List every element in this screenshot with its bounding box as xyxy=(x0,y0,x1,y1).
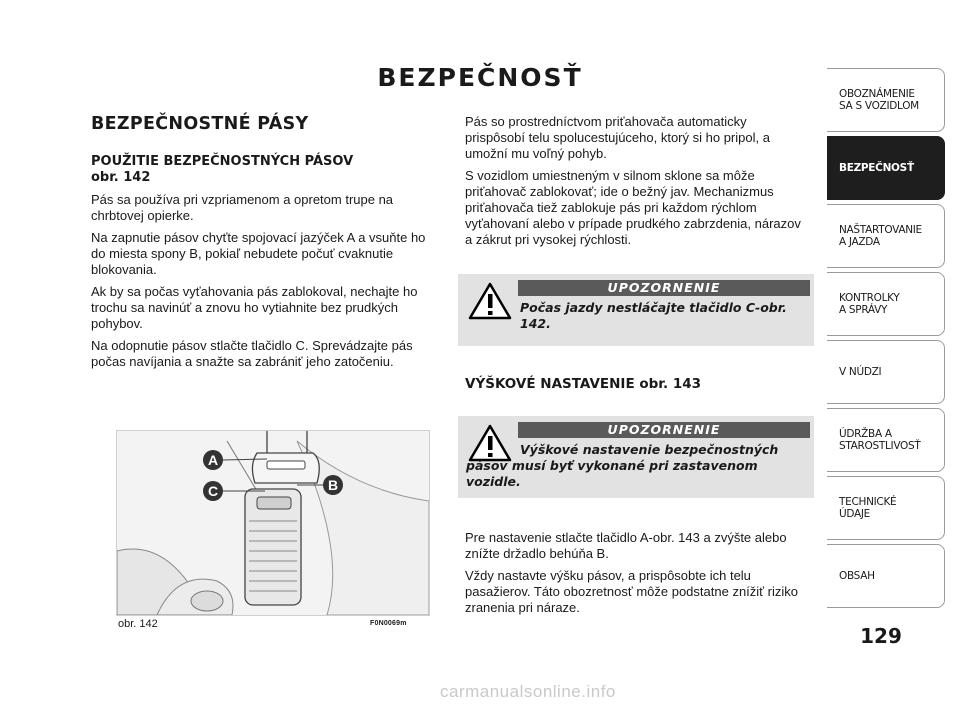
label-c-text: C xyxy=(207,483,219,499)
tab-obsah[interactable] xyxy=(827,544,945,608)
subtitle-height-adjustment: VÝŠKOVÉ NASTAVENIE obr. 143 xyxy=(465,376,702,392)
figure-caption: obr. 142 xyxy=(118,618,158,630)
warning-header: UPOZORNENIE xyxy=(518,422,810,438)
watermark: carmanualsonline.info xyxy=(440,682,616,701)
subtitle-line-2: obr. 142 xyxy=(91,170,151,185)
tongue-plate xyxy=(252,431,319,483)
paragraph: S vozidlom umiestneným v silnom sklone sa môže priťahovač zablokovať; ide o bežný jav. Mechanizmus priťahovača tiež zablokuje pás pri každom rýchlom vyťahovaní alebo v prípade prudkého zabrzdenia, nárazov a zákrut pri vysokej rýchlosti. xyxy=(465,168,801,247)
tab-label: BEZPEČNOSŤ xyxy=(839,162,914,174)
right-column-top xyxy=(465,114,810,254)
section-title-seatbelts: BEZPEČNOSTNÉ PÁSY xyxy=(91,114,309,134)
tab-label: NAŠTARTOVANIE A JAZDA xyxy=(839,224,922,248)
subtitle-line-1: POUŽITIE BEZPEČNOSTNÝCH PÁSOV xyxy=(91,154,354,169)
label-a xyxy=(203,450,223,470)
tab-label: KONTROLKY A SPRÁVY xyxy=(839,292,900,316)
tab-oboznamenie[interactable] xyxy=(827,68,945,132)
tab-technicke-udaje[interactable] xyxy=(827,476,945,540)
seatbelt-buckle-illustration xyxy=(117,431,429,615)
tab-bezpecnost[interactable] xyxy=(827,136,945,200)
warning-box-1 xyxy=(458,274,814,346)
paragraph: Pás so prostredníctvom priťahovača automaticky prispôsobí telu spolucestujúceho, ktorý si ho pripol, a umožní mu voľný pohyb. xyxy=(465,114,770,161)
paragraph: Pre nastavenie stlačte tlačidlo A-obr. 143 a zvýšte alebo znížte držadlo behúňa B. xyxy=(465,530,787,561)
warning-box-2 xyxy=(458,416,814,498)
tab-label: TECHNICKÉ ÚDAJE xyxy=(839,496,897,520)
warning-text: Výškové nastavenie bezpečnostných pásov musí byť vykonané pri zastavenom vozidle. xyxy=(466,442,779,489)
tab-v-nudzi[interactable] xyxy=(827,340,945,404)
paragraph: Na odopnutie pásov stlačte tlačidlo C. Sprevádzajte pás počas navíjania a snažte sa zabrániť jeho zatočeniu. xyxy=(91,338,413,369)
figure-code: F0N0069m xyxy=(370,620,407,627)
tab-label: V NÚDZI xyxy=(839,366,882,378)
right-column-bottom xyxy=(465,530,810,622)
warning-header: UPOZORNENIE xyxy=(518,280,810,296)
label-c xyxy=(203,481,223,501)
label-b xyxy=(323,475,343,495)
figure-seatbelt-buckle xyxy=(116,430,430,616)
warning-text: Počas jazdy nestláčajte tlačidlo C-obr. 142. xyxy=(520,300,787,331)
tab-label: ÚDRŽBA A STAROSTLIVOSŤ xyxy=(839,428,921,452)
tab-label: OBSAH xyxy=(839,570,875,582)
tab-label: OBOZNÁMENIE SA S VOZIDLOM xyxy=(839,88,919,112)
paragraph: Na zapnutie pásov chyťte spojovací jazýček A a vsuňte ho do miesta spony B, pokiaľ nebudete počuť cvaknutie blokovania. xyxy=(91,230,426,277)
label-b-text: B xyxy=(327,477,339,493)
page-number: 129 xyxy=(860,624,902,648)
page-heading: BEZPEČNOSŤ xyxy=(377,63,583,92)
buckle-body xyxy=(245,489,301,605)
left-column xyxy=(91,114,441,376)
label-a-text: A xyxy=(207,452,219,468)
paragraph: Vždy nastavte výšku pásov, a prispôsobte ich telu pasažierov. Táto obozretnosť môže podstatne znížiť riziko zranenia pri náraze. xyxy=(465,568,798,615)
tab-kontrolky[interactable] xyxy=(827,272,945,336)
tab-udrzba[interactable] xyxy=(827,408,945,472)
paragraph: Ak by sa počas vyťahovania pás zablokoval, nechajte ho trochu sa navinúť a znovu ho vytiahnite bez prudkých pohybov. xyxy=(91,284,418,331)
tab-nastartovanie[interactable] xyxy=(827,204,945,268)
subtitle-seatbelt-use xyxy=(91,154,441,186)
paragraph: Pás sa používa pri vzpriamenom a opretom trupe na chrbtovej opierke. xyxy=(91,192,394,223)
warning-triangle-icon xyxy=(468,282,512,320)
